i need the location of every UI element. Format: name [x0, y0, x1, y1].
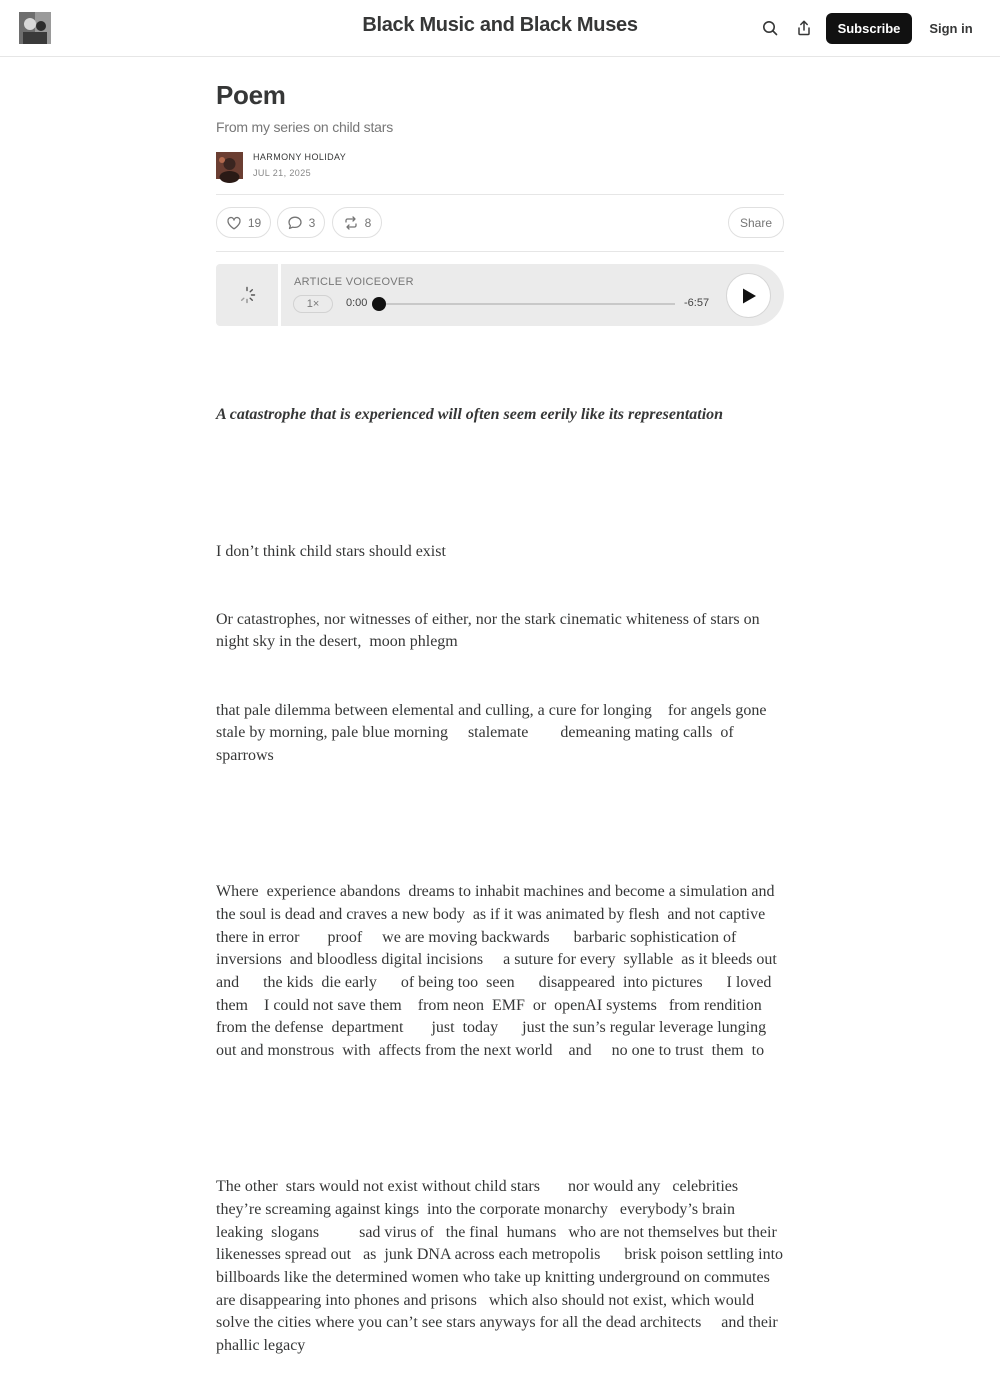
comment-button[interactable] — [277, 207, 325, 238]
avatar-image — [216, 152, 243, 179]
loading-spinner-icon — [237, 285, 257, 305]
progress-knob[interactable] — [372, 297, 386, 311]
play-icon — [741, 287, 757, 305]
restack-icon — [343, 215, 359, 231]
epigraph: A catastrophe that is experienced will often seem eerily like its representation — [216, 406, 724, 424]
poem-line: that pale dilemma between elemental and culling, a cure for longing for angels gone stale by morning, pale blue morning stalemate demeaning mating calls of sparrows — [216, 701, 771, 764]
top-bar — [0, 0, 1000, 57]
progress-track[interactable] — [379, 303, 675, 305]
publication-logo[interactable] — [19, 12, 51, 44]
author-avatar[interactable] — [216, 152, 243, 179]
restack-count: 8 — [364, 215, 372, 230]
poem-line: I don’t think child stars should exist — [216, 542, 446, 560]
playback-speed-button[interactable]: 1× — [293, 295, 333, 313]
comment-count: 3 — [308, 215, 316, 230]
poem-line: Or catastrophes, nor witnesses of either, nor the stark cinematic whiteness of stars on night sky in the desert, moon phlegm — [216, 610, 764, 651]
post-date: JUL 21, 2025 — [253, 168, 312, 178]
publication-title[interactable]: Black Music and Black Muses — [362, 14, 638, 36]
author-name[interactable]: HARMONY HOLIDAY — [253, 152, 347, 162]
like-button[interactable] — [216, 207, 271, 238]
restack-button[interactable] — [332, 207, 382, 238]
search-icon[interactable] — [759, 17, 781, 39]
audio-label: ARTICLE VOICEOVER — [294, 276, 414, 288]
audio-player — [281, 264, 784, 326]
share-icon[interactable] — [793, 17, 815, 39]
publication-logo-image — [19, 12, 51, 44]
sign-in-link[interactable]: Sign in — [929, 21, 973, 36]
post-subtitle: From my series on child stars — [216, 119, 394, 135]
divider — [216, 194, 784, 195]
play-button[interactable] — [726, 273, 771, 318]
comment-icon — [287, 215, 303, 231]
like-count: 19 — [247, 215, 262, 230]
share-label: Share — [739, 215, 773, 230]
subscribe-button[interactable]: Subscribe — [826, 13, 912, 44]
poem-stanza: Where experience abandons dreams to inhabit machines and become a simulation and the soul is dead and craves a new body as if it was animated by flesh and not captive there in error proof we are moving backwards barbaric sophistication of inversions and bloodless digital incisions a suture for every syllable as it bleeds out and the kids die early of being too seen disappeared into pictures I loved them I could not save them from neon EMF or openAI systems from rendition from the defense department just today just the sun’s regular leverage lunging out and monstrous with affects from the next world and no one to trust them to — [216, 883, 789, 1060]
remaining-time: -6:57 — [684, 297, 710, 309]
current-time: 0:00 — [346, 297, 368, 309]
post-body — [216, 359, 789, 1381]
post-title: Poem — [216, 80, 286, 110]
divider — [216, 251, 784, 252]
share-button[interactable] — [728, 207, 784, 238]
heart-icon — [226, 215, 242, 231]
poem-stanza: The other stars would not exist without child stars nor would any celebrities they’re screaming against kings into the corporate monarchy everybody’s brain leaking slogans sad virus of the final humans who are not themselves but their likenesses spread out as junk DNA across each metropolis brisk poison settling into billboards like the determined women who take up knitting underground on commutes are disappearing into phones and prisons which also should not exist, which would solve the cities where you can’t see stars anyways for all the dead architects and their phallic legacy — [216, 1178, 788, 1355]
voiceover-thumbnail — [216, 264, 278, 326]
